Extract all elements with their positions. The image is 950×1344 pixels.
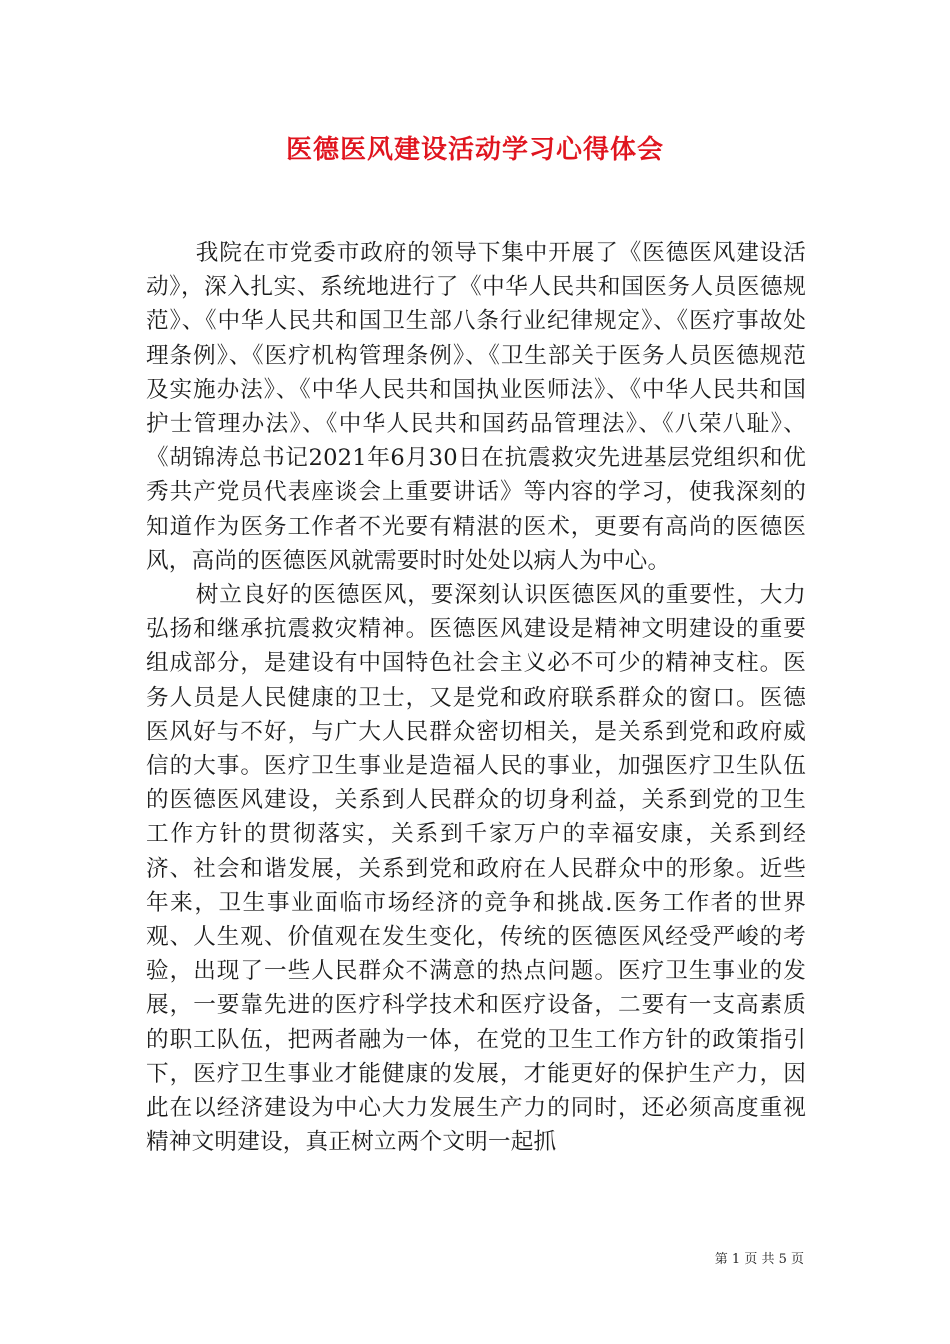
body-paragraph-1: 我院在市党委市政府的领导下集中开展了《医德医风建设活动》，深入扎实、系统地进行了《中华人民共和国医务人员医德规范》、《中华人民共和国卫生部八条行业纪律规定》、《医疗事故处理条例》、《医疗机构管理条例》、《卫生部关于医务人员医德规范及实施办法》、《中华人民共和国执业医师法》、《中华人民共和国护士管理办法》、《中华人民共和国药品管理法》、《八荣八耻》、《胡锦涛总书记2021年6月30日在抗震救灾先进基层党组织和优秀共产党员代表座谈会上重要讲话》等内容的学习，使我深刻的知道作为医务工作者不光要有精湛的医术，更要有高尚的医德医风，高尚的医德医风就需要时时处处以病人为中心。 [146, 240, 806, 574]
document-title: 医德医风建设活动学习心得体会 [285, 135, 664, 165]
document-body [146, 236, 806, 1159]
body-paragraph-2: 树立良好的医德医风，要深刻认识医德医风的重要性，大力弘扬和继承抗震救灾精神。医德医风建设是精神文明建设的重要组成部分，是建设有中国特色社会主义必不可少的精神支柱。医务人员是人民健康的卫士，又是党和政府联系群众的窗口。医德医风好与不好，与广大人民群众密切相关，是关系到党和政府威信的大事。医疗卫生事业是造福人民的事业，加强医疗卫生队伍的医德医风建设，关系到人民群众的切身利益，关系到党的卫生工作方针的贯彻落实，关系到千家万户的幸福安康，关系到经济、社会和谐发展，关系到党和政府在人民群众中的形象。近些年来，卫生事业面临市场经济的竞争和挑战.医务工作者的世界观、人生观、价值观在发生变化，传统的医德医风经受严峻的考验，出现了一些人民群众不满意的热点问题。医疗卫生事业的发展，一要靠先进的医疗科学技术和医疗设备，二要有一支高素质的职工队伍，把两者融为一体，在党的卫生工作方针的政策指引下，医疗卫生事业才能健康的发展，才能更好的保护生产力，因此在以经济建设为中心大力发展生产力的同时，还必须高度重视精神文明建设，真正树立两个文明一起抓 [146, 582, 806, 1156]
page-number-footer: 第 1 页 共 5 页 [714, 1252, 804, 1267]
